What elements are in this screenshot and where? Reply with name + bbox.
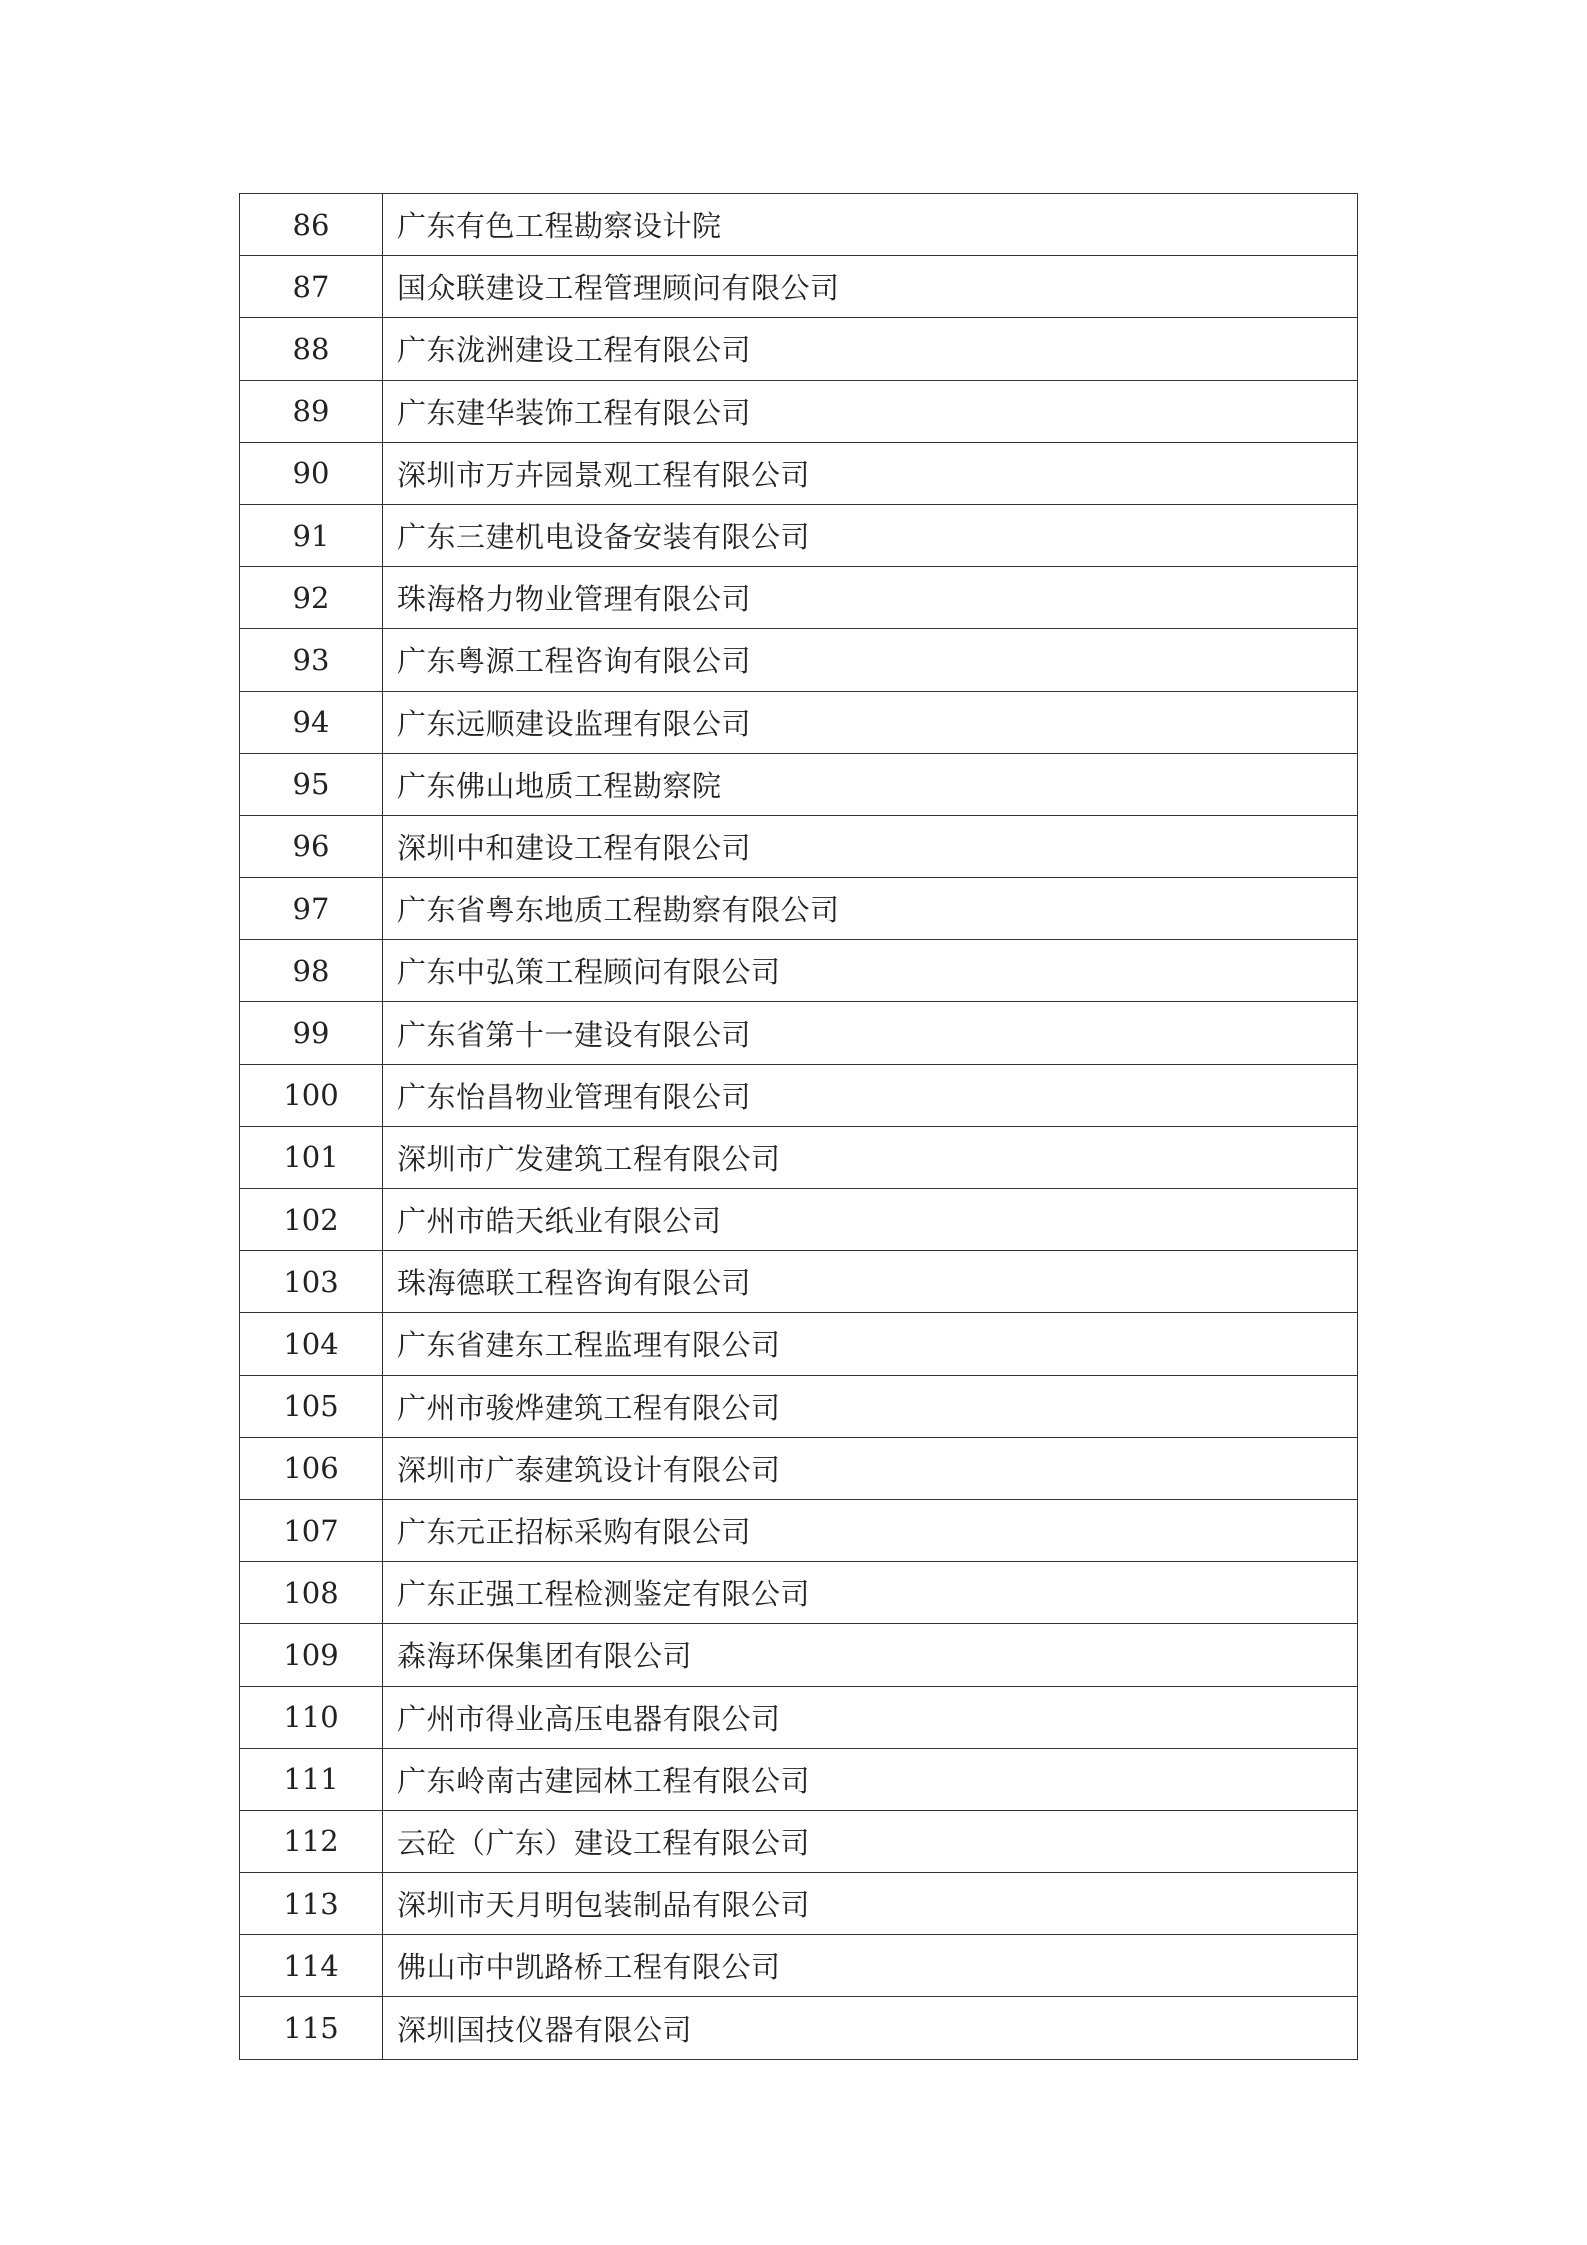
row-number-cell: 111 (240, 1748, 383, 1810)
row-number-cell: 109 (240, 1624, 383, 1686)
table-row (240, 1748, 1358, 1810)
table-row (240, 629, 1358, 691)
company-name-cell: 广东省粤东地质工程勘察有限公司 (383, 878, 1358, 940)
table-row (240, 1499, 1358, 1561)
row-number-cell: 106 (240, 1437, 383, 1499)
row-number-cell: 90 (240, 442, 383, 504)
table-row (240, 1686, 1358, 1748)
table-row (240, 1624, 1358, 1686)
row-number-cell: 113 (240, 1873, 383, 1935)
company-name-cell: 珠海德联工程咨询有限公司 (383, 1251, 1358, 1313)
company-name-cell: 广东元正招标采购有限公司 (383, 1499, 1358, 1561)
company-name-cell: 广东远顺建设监理有限公司 (383, 691, 1358, 753)
row-number-cell: 92 (240, 567, 383, 629)
table-row (240, 878, 1358, 940)
company-name-cell: 深圳市广发建筑工程有限公司 (383, 1126, 1358, 1188)
company-name-cell: 云砼（广东）建设工程有限公司 (383, 1810, 1358, 1872)
table-row (240, 1810, 1358, 1872)
company-name-cell: 佛山市中凯路桥工程有限公司 (383, 1935, 1358, 1997)
row-number-cell: 103 (240, 1251, 383, 1313)
table-row (240, 1064, 1358, 1126)
row-number-cell: 99 (240, 1002, 383, 1064)
row-number-cell: 112 (240, 1810, 383, 1872)
company-name-cell: 深圳市广泰建筑设计有限公司 (383, 1437, 1358, 1499)
row-number-cell: 101 (240, 1126, 383, 1188)
row-number-cell: 87 (240, 256, 383, 318)
table-row (240, 194, 1358, 256)
row-number-cell: 95 (240, 753, 383, 815)
company-name-cell: 广东正强工程检测鉴定有限公司 (383, 1562, 1358, 1624)
company-name-cell: 广东三建机电设备安装有限公司 (383, 504, 1358, 566)
company-name-cell: 广州市骏烨建筑工程有限公司 (383, 1375, 1358, 1437)
table-row (240, 1375, 1358, 1437)
table-row (240, 380, 1358, 442)
table-row (240, 1251, 1358, 1313)
row-number-cell: 91 (240, 504, 383, 566)
table-row (240, 753, 1358, 815)
company-name-cell: 广东省第十一建设有限公司 (383, 1002, 1358, 1064)
company-list-table (239, 193, 1358, 2060)
company-name-cell: 广东中弘策工程顾问有限公司 (383, 940, 1358, 1002)
row-number-cell: 107 (240, 1499, 383, 1561)
company-name-cell: 深圳市天月明包装制品有限公司 (383, 1873, 1358, 1935)
row-number-cell: 94 (240, 691, 383, 753)
row-number-cell: 88 (240, 318, 383, 380)
company-name-cell: 广东岭南古建园林工程有限公司 (383, 1748, 1358, 1810)
company-name-cell: 国众联建设工程管理顾问有限公司 (383, 256, 1358, 318)
company-name-cell: 深圳市万卉园景观工程有限公司 (383, 442, 1358, 504)
company-name-cell: 广州市皓天纸业有限公司 (383, 1189, 1358, 1251)
row-number-cell: 102 (240, 1189, 383, 1251)
row-number-cell: 104 (240, 1313, 383, 1375)
table-row (240, 940, 1358, 1002)
table-body (240, 194, 1358, 2060)
company-name-cell: 广东省建东工程监理有限公司 (383, 1313, 1358, 1375)
company-name-cell: 广东有色工程勘察设计院 (383, 194, 1358, 256)
table-row (240, 256, 1358, 318)
row-number-cell: 97 (240, 878, 383, 940)
company-name-cell: 深圳中和建设工程有限公司 (383, 815, 1358, 877)
row-number-cell: 108 (240, 1562, 383, 1624)
row-number-cell: 105 (240, 1375, 383, 1437)
table-row (240, 1002, 1358, 1064)
company-name-cell: 广州市得业高压电器有限公司 (383, 1686, 1358, 1748)
row-number-cell: 115 (240, 1997, 383, 2059)
table-row (240, 1437, 1358, 1499)
company-name-cell: 广东怡昌物业管理有限公司 (383, 1064, 1358, 1126)
table-row (240, 1126, 1358, 1188)
table-row (240, 691, 1358, 753)
table-row (240, 504, 1358, 566)
table-row (240, 1873, 1358, 1935)
row-number-cell: 89 (240, 380, 383, 442)
company-name-cell: 广东粤源工程咨询有限公司 (383, 629, 1358, 691)
table-row (240, 815, 1358, 877)
row-number-cell: 114 (240, 1935, 383, 1997)
row-number-cell: 110 (240, 1686, 383, 1748)
company-name-cell: 森海环保集团有限公司 (383, 1624, 1358, 1686)
row-number-cell: 98 (240, 940, 383, 1002)
company-name-cell: 广东建华装饰工程有限公司 (383, 380, 1358, 442)
row-number-cell: 96 (240, 815, 383, 877)
row-number-cell: 86 (240, 194, 383, 256)
table-row (240, 1189, 1358, 1251)
table-row (240, 442, 1358, 504)
table-row (240, 1935, 1358, 1997)
row-number-cell: 100 (240, 1064, 383, 1126)
table-row (240, 1997, 1358, 2059)
table-row (240, 567, 1358, 629)
table-row (240, 1313, 1358, 1375)
table-row (240, 1562, 1358, 1624)
company-name-cell: 广东佛山地质工程勘察院 (383, 753, 1358, 815)
company-name-cell: 深圳国技仪器有限公司 (383, 1997, 1358, 2059)
row-number-cell: 93 (240, 629, 383, 691)
company-name-cell: 广东泷洲建设工程有限公司 (383, 318, 1358, 380)
company-name-cell: 珠海格力物业管理有限公司 (383, 567, 1358, 629)
table-row (240, 318, 1358, 380)
